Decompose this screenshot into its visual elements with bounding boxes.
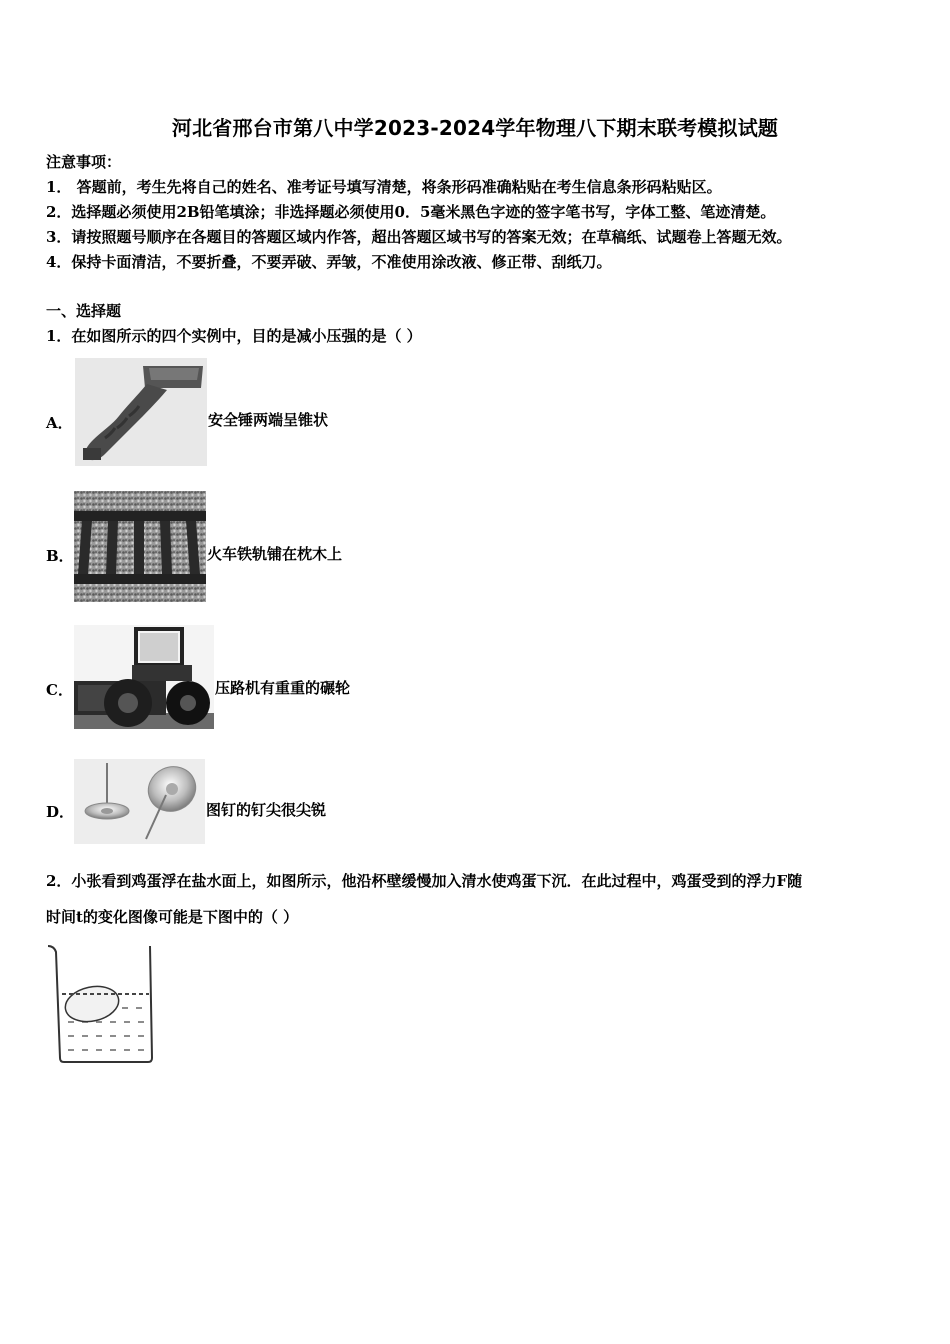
beaker-egg-image bbox=[46, 942, 158, 1066]
option-b-text: 火车铁轨铺在枕木上 bbox=[207, 545, 343, 563]
thumbtacks-image bbox=[74, 759, 205, 844]
option-a-label: A． bbox=[46, 414, 73, 432]
notice-heading: 注意事项： bbox=[46, 153, 122, 171]
option-a-text: 安全锤两端呈锥状 bbox=[208, 411, 329, 429]
notice-item-2: 2．选择题必须使用2B铅笔填涂；非选择题必须使用0．5毫米黑色字迹的签字笔书写，字体工整、笔迹清楚。 bbox=[46, 203, 776, 221]
page-title: 河北省邢台市第八中学2023-2024学年物理八下期末联考模拟试题 bbox=[171, 116, 779, 140]
notice-item-4: 4．保持卡面清洁，不要折叠，不要弄破、弄皱，不准使用涂改液、修正带、刮纸刀。 bbox=[46, 253, 612, 271]
question-2-line-2: 时间t的变化图像可能是下图中的（ ） bbox=[46, 908, 299, 926]
option-d-text: 图钉的钉尖很尖锐 bbox=[206, 801, 327, 819]
railway-track-image bbox=[74, 491, 206, 602]
option-d-label: D． bbox=[46, 803, 75, 821]
option-b-label: B． bbox=[46, 547, 74, 565]
notice-item-1: 1． 答题前，考生先将自己的姓名、准考证号填写清楚，将条形码准确粘贴在考生信息条形码粘贴区。 bbox=[46, 178, 722, 196]
question-2-line-1: 2．小张看到鸡蛋浮在盐水面上，如图所示，他沿杯壁缓慢加入清水使鸡蛋下沉．在此过程中，鸡蛋受到的浮力F随 bbox=[46, 872, 803, 890]
road-roller-image bbox=[74, 625, 214, 729]
section-heading: 一、选择题 bbox=[46, 302, 122, 320]
safety-hammer-image bbox=[75, 358, 207, 466]
option-c-label: C． bbox=[46, 681, 73, 699]
option-c-text: 压路机有重重的碾轮 bbox=[215, 679, 351, 697]
question-1-stem: 1．在如图所示的四个实例中，目的是减小压强的是（ ） bbox=[46, 327, 422, 345]
notice-item-3: 3．请按照题号顺序在各题目的答题区域内作答，超出答题区域书写的答案无效；在草稿纸、试题卷上答题无效。 bbox=[46, 228, 792, 246]
